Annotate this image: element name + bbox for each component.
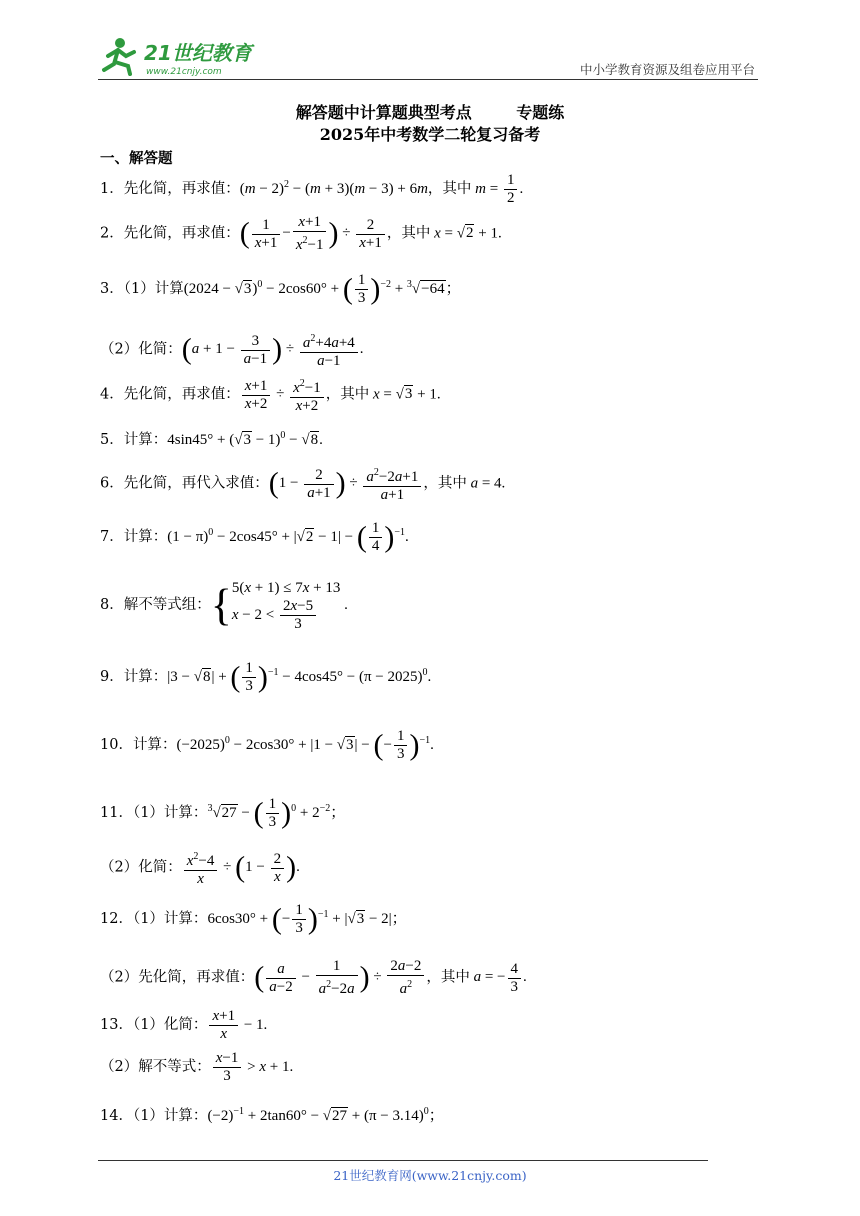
question-10: [100, 728, 434, 763]
question-11: [100, 796, 345, 831]
question-6-text: 6．先化简，再代入求值：: [100, 475, 269, 492]
section-heading: 一、解答题: [100, 150, 173, 167]
question-13-text: 13．（1）化简：: [100, 1016, 208, 1033]
doc-title-line1: 解答题中计算题典型考点 专题练: [295, 103, 565, 122]
question-9-expr: |3 − √8| + ( $\frac{1}{3}$ )$^{-1} - 4\cos 45^\circ - (\pi - 2025)^0$.: [167, 660, 432, 694]
question-10-text: 10．计算：: [100, 736, 177, 753]
footer-divider: [98, 1160, 708, 1161]
question-12b-expr: ( $\frac{a}{a-2}$ − $\frac{1}{a^2-2a}$ ) ÷ $\frac{2a-2}{a^2}$: [254, 969, 426, 985]
question-3-text: 3．（1）计算: [100, 280, 184, 297]
doc-title-line2: 2025年中考数学二轮复习备考: [319, 125, 541, 144]
question-12-expr: 6cos30° + (− $\frac{1}{3}$ )$^{-1}$ + |√3 − 2|；: [207, 902, 407, 936]
question-12: [100, 902, 407, 937]
footer-link[interactable]: 21世纪教育网(www.21cnjy.com): [333, 1168, 527, 1183]
question-1-expr: $(m - 2)^2 - (m + 3)(m - 3) + 6m$: [239, 178, 428, 197]
question-14-expr: $(-2)^{-1} + 2\tan 60^\circ - √27 + (\pi - 3.14)^0$；: [207, 1106, 444, 1124]
question-1: 1．先化简，再求值：$(m - 2)^2 - (m + 3)(m - 3) + 6m$，其中 m = $\frac{1}{2}$ .: [100, 172, 524, 206]
question-11b-text: （2）化简：: [100, 859, 182, 876]
question-7: [100, 520, 409, 555]
question-8: [100, 578, 348, 633]
question-3b-text: （2）化简：: [100, 341, 182, 358]
question-6-expr: (1 − $\frac{2}{a+1}$ ) ÷ $\frac{a^2-2a+1}{a+1}$: [269, 475, 424, 491]
question-13-expr: $\frac{x+1}{x}$ − 1.: [207, 1017, 267, 1033]
question-13: [100, 1008, 267, 1043]
question-4-condition: ，其中: [325, 386, 370, 403]
question-6: 6．先化简，再代入求值：(1 − $\frac{2}{a+1}$ ) ÷ $\frac{a^2-2a+1}{a+1}$ ，其中 a = 4.: [100, 464, 505, 504]
svg-text:www.21cnjy.com: www.21cnjy.com: [146, 67, 222, 77]
question-5: [100, 428, 323, 449]
question-13b-text: （2）解不等式：: [100, 1058, 211, 1075]
question-11b-expr: $\frac{x^2-4}{x}$ ÷ (1 − $\frac{2}{x}$ ).: [182, 859, 300, 875]
site-logo: [98, 34, 258, 78]
question-2-expr: ( $\frac{1}{x+1}$ − $\frac{x+1}{x^2-1}$ ) ÷ $\frac{2}{x+1}$: [240, 225, 387, 241]
header-platform-text: 中小学教育资源及组卷应用平台: [579, 62, 755, 77]
question-13b-expr: $\frac{x-1}{3}$ > x + 1.: [211, 1059, 294, 1075]
question-12b-text: （2）先化简，再求值：: [100, 969, 255, 986]
question-3b: [100, 330, 364, 370]
question-9: [100, 660, 431, 695]
question-1-condition: ，其中: [427, 180, 472, 197]
question-12b: （2）先化简，再求值：( $\frac{a}{a-2}$ − $\frac{1}{a^2-2a}$ ) ÷ $\frac{2a-2}{a^2}$ ，其中 a = − $\frac{4}{3}$ .: [100, 958, 527, 997]
header-divider: [98, 79, 758, 80]
question-7-text: 7．计算：: [100, 528, 168, 545]
question-7-expr: $(1 - \pi)^0 - 2\cos 45^\circ + |√2 - 1|$ − ( $\frac{1}{4}$ )$^{-1}$.: [167, 520, 409, 554]
question-4-text: 4．先化简，再求值：: [100, 386, 240, 403]
question-13b: [100, 1050, 293, 1085]
question-2-text: 2．先化简，再求值：: [100, 225, 240, 242]
question-8-text: 8．解不等式组：: [100, 596, 211, 613]
question-3b-expr: (a + 1 − $\frac{3}{a-1}$ ) ÷ $\frac{a^2+4a+4}{a-1}$ .: [182, 341, 364, 357]
question-8-expr: { 5(x + 1) ≤ 7x + 13 x − 2 < $\frac{2x-5}{3}$ .: [210, 580, 348, 632]
runner-logo-icon: [98, 34, 258, 78]
question-11-text: 11．（1）计算：: [100, 804, 208, 821]
question-11b: [100, 848, 300, 888]
question-9-text: 9．计算：: [100, 668, 168, 685]
question-3-expr: $(2024 - √3)^0 - 2\cos 60^\circ$ + ( $\frac{1}{3}$ )$^{-2}$ + $^3$√−64；: [183, 272, 461, 306]
question-5-expr: $4\sin 45^\circ + (√3 - 1)^0 - √8$.: [167, 430, 323, 448]
question-5-text: 5．计算：: [100, 432, 168, 448]
svg-text:21世纪教育: 21世纪教育: [144, 41, 252, 65]
question-12b-condition: ，其中: [426, 969, 470, 986]
question-2: 2．先化简，再求值：( $\frac{1}{x+1}$ − $\frac{x+1}{x^2-1}$ ) ÷ $\frac{2}{x+1}$ ，其中 x = √2 + 1.: [100, 214, 502, 253]
question-10-expr: $(-2025)^0 - 2\cos 30^\circ + |1 - √3|$ − (− $\frac{1}{3}$ )$^{-1}$.: [176, 728, 434, 762]
question-1-text: 1．先化简，再求值：: [100, 180, 240, 197]
question-11-expr: $^3$√27 − ( $\frac{1}{3}$ )$^0 + 2^{-2}$；: [207, 796, 346, 830]
question-3: [100, 272, 461, 307]
question-12-text: 12．（1）计算：: [100, 910, 208, 927]
question-4-expr: $\frac{x+1}{x+2}$ ÷ $\frac{x^2-1}{x+2}$: [240, 386, 326, 402]
question-6-condition: ，其中: [423, 475, 467, 492]
question-14-text: 14．（1）计算：: [100, 1108, 208, 1124]
question-2-condition: ，其中: [386, 225, 431, 242]
question-14: [100, 1104, 444, 1125]
question-4: 4．先化简，再求值： $\frac{x+1}{x+2}$ ÷ $\frac{x^2-1}{x+2}$ ，其中 x = √3 + 1.: [100, 375, 441, 415]
